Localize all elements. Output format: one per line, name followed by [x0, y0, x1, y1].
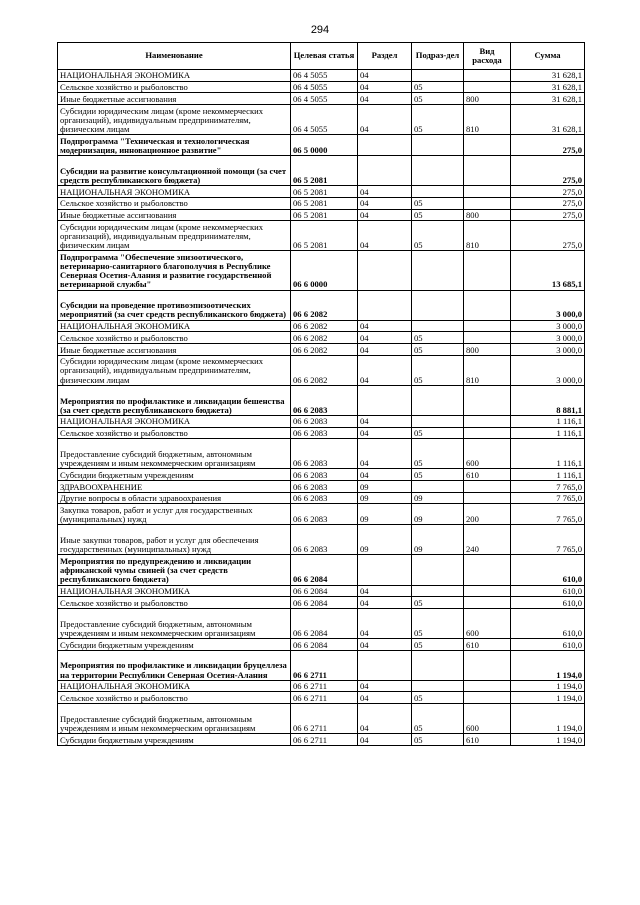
table-row [58, 692, 585, 704]
table-row [58, 70, 585, 82]
cell-section [358, 385, 412, 415]
table-row [58, 197, 585, 209]
cell-expense-type: 800 [464, 344, 511, 356]
table-row [58, 504, 585, 525]
cell-amount: 3 000,0 [511, 355, 585, 385]
cell-section: 04 [358, 608, 412, 638]
cell-section: 04 [358, 585, 412, 597]
cell-amount: 7 765,0 [511, 525, 585, 555]
table-row [58, 156, 585, 186]
cell-name: НАЦИОНАЛЬНАЯ ЭКОНОМИКА [58, 70, 291, 82]
table-row [58, 639, 585, 651]
cell-amount: 31 628,1 [511, 81, 585, 93]
cell-expense-type [464, 555, 511, 585]
cell-section: 04 [358, 680, 412, 692]
table-row [58, 290, 585, 320]
cell-section: 09 [358, 481, 412, 493]
cell-subsection: 09 [412, 525, 464, 555]
cell-amount: 275,0 [511, 186, 585, 198]
cell-section: 04 [358, 209, 412, 221]
table-row [58, 597, 585, 609]
cell-subsection [412, 650, 464, 680]
cell-section: 09 [358, 492, 412, 504]
table-row [58, 427, 585, 439]
table-row [58, 332, 585, 344]
cell-subsection: 05 [412, 355, 464, 385]
cell-name: Сельское хозяйство и рыболовство [58, 597, 291, 609]
cell-name: Субсидии бюджетным учреждениям [58, 734, 291, 746]
cell-target: 06 5 2081 [291, 197, 358, 209]
cell-amount: 1 194,0 [511, 680, 585, 692]
cell-target: 06 6 2082 [291, 320, 358, 332]
cell-name: Иные бюджетные ассигнования [58, 344, 291, 356]
cell-expense-type [464, 427, 511, 439]
cell-target: 06 6 2084 [291, 639, 358, 651]
cell-section: 04 [358, 70, 412, 82]
cell-name: НАЦИОНАЛЬНАЯ ЭКОНОМИКА [58, 186, 291, 198]
cell-expense-type [464, 135, 511, 156]
cell-expense-type [464, 492, 511, 504]
header-amount: Сумма [511, 43, 585, 70]
cell-name: Иные бюджетные ассигнования [58, 209, 291, 221]
cell-section [358, 135, 412, 156]
cell-subsection [412, 555, 464, 585]
cell-section: 04 [358, 93, 412, 105]
cell-expense-type [464, 680, 511, 692]
cell-section: 04 [358, 221, 412, 251]
table-row [58, 385, 585, 415]
cell-section: 04 [358, 469, 412, 481]
cell-target: 06 6 2083 [291, 385, 358, 415]
cell-amount: 31 628,1 [511, 70, 585, 82]
cell-expense-type: 800 [464, 209, 511, 221]
header-target: Целевая статья [291, 43, 358, 70]
cell-target: 06 6 2082 [291, 344, 358, 356]
cell-subsection: 05 [412, 469, 464, 481]
cell-amount: 275,0 [511, 197, 585, 209]
table-row [58, 344, 585, 356]
cell-target: 06 6 2711 [291, 650, 358, 680]
cell-expense-type: 600 [464, 439, 511, 469]
cell-target: 06 6 2711 [291, 692, 358, 704]
table-row [58, 105, 585, 135]
cell-subsection: 05 [412, 197, 464, 209]
table-row [58, 734, 585, 746]
table-row [58, 81, 585, 93]
cell-name: Сельское хозяйство и рыболовство [58, 692, 291, 704]
cell-name: Предоставление субсидий бюджетным, автономным учреждениям и иным некоммерческим организациям [58, 608, 291, 638]
header-expense-type: Вид расхода [464, 43, 511, 70]
cell-amount: 610,0 [511, 555, 585, 585]
cell-subsection: 05 [412, 221, 464, 251]
cell-amount: 275,0 [511, 209, 585, 221]
budget-table [57, 42, 585, 746]
table-row [58, 585, 585, 597]
cell-subsection: 05 [412, 704, 464, 734]
cell-expense-type: 600 [464, 608, 511, 638]
cell-expense-type: 610 [464, 639, 511, 651]
cell-section [358, 251, 412, 290]
cell-expense-type [464, 585, 511, 597]
cell-expense-type: 810 [464, 221, 511, 251]
cell-subsection: 05 [412, 209, 464, 221]
cell-amount: 610,0 [511, 608, 585, 638]
cell-expense-type [464, 320, 511, 332]
header-subsection: Подраз-дел [412, 43, 464, 70]
cell-expense-type [464, 385, 511, 415]
cell-subsection [412, 320, 464, 332]
cell-section [358, 156, 412, 186]
cell-subsection: 05 [412, 692, 464, 704]
cell-name: Субсидии юридическим лицам (кроме некоммерческих организаций), индивидуальным предпринимателям, физическим лицам [58, 355, 291, 385]
table-row [58, 481, 585, 493]
cell-section: 04 [358, 105, 412, 135]
cell-section: 04 [358, 344, 412, 356]
cell-target: 06 6 2082 [291, 332, 358, 344]
cell-expense-type: 810 [464, 105, 511, 135]
cell-target: 06 6 2711 [291, 680, 358, 692]
cell-expense-type [464, 650, 511, 680]
cell-target: 06 6 2083 [291, 525, 358, 555]
cell-target: 06 5 2081 [291, 221, 358, 251]
cell-amount: 1 194,0 [511, 692, 585, 704]
cell-target: 06 6 2084 [291, 597, 358, 609]
cell-subsection [412, 415, 464, 427]
cell-section: 04 [358, 427, 412, 439]
cell-name: Сельское хозяйство и рыболовство [58, 197, 291, 209]
cell-subsection [412, 385, 464, 415]
table-header-row [58, 43, 585, 70]
cell-section: 04 [358, 81, 412, 93]
cell-subsection: 05 [412, 332, 464, 344]
cell-target: 06 5 2081 [291, 156, 358, 186]
cell-section: 04 [358, 320, 412, 332]
cell-expense-type [464, 332, 511, 344]
cell-target: 06 6 2083 [291, 492, 358, 504]
cell-target: 06 6 2083 [291, 415, 358, 427]
cell-name: Мероприятия по предупреждению и ликвидации африканской чумы свиней (за счет средств республиканского бюджета) [58, 555, 291, 585]
cell-subsection: 05 [412, 597, 464, 609]
cell-target: 06 6 2083 [291, 439, 358, 469]
cell-expense-type [464, 70, 511, 82]
cell-expense-type: 240 [464, 525, 511, 555]
cell-expense-type [464, 481, 511, 493]
cell-amount: 7 765,0 [511, 504, 585, 525]
cell-section: 09 [358, 504, 412, 525]
cell-subsection: 09 [412, 504, 464, 525]
cell-name: Субсидии бюджетным учреждениям [58, 469, 291, 481]
cell-section: 04 [358, 639, 412, 651]
cell-amount: 1 194,0 [511, 704, 585, 734]
cell-expense-type [464, 290, 511, 320]
cell-amount: 8 881,1 [511, 385, 585, 415]
cell-expense-type: 610 [464, 469, 511, 481]
cell-subsection [412, 290, 464, 320]
table-row [58, 209, 585, 221]
cell-name: Предоставление субсидий бюджетным, автономным учреждениям и иным некоммерческим организациям [58, 704, 291, 734]
cell-target: 06 6 2082 [291, 355, 358, 385]
cell-section: 04 [358, 734, 412, 746]
cell-target: 06 4 5055 [291, 93, 358, 105]
cell-subsection: 09 [412, 492, 464, 504]
cell-subsection: 05 [412, 81, 464, 93]
cell-name: Мероприятия по профилактике и ликвидации бруцеллеза на территории Республики Северная Осетия-Алания [58, 650, 291, 680]
cell-expense-type [464, 415, 511, 427]
cell-name: НАЦИОНАЛЬНАЯ ЭКОНОМИКА [58, 320, 291, 332]
table-row [58, 186, 585, 198]
cell-expense-type [464, 186, 511, 198]
cell-name: Субсидии на проведение противоэпизоотических мероприятий (за счет средств республиканского бюджета) [58, 290, 291, 320]
cell-target: 06 6 2083 [291, 481, 358, 493]
table-row [58, 469, 585, 481]
cell-subsection [412, 70, 464, 82]
header-section: Раздел [358, 43, 412, 70]
cell-amount: 3 000,0 [511, 290, 585, 320]
cell-name: НАЦИОНАЛЬНАЯ ЭКОНОМИКА [58, 415, 291, 427]
cell-amount: 610,0 [511, 639, 585, 651]
header-name: Наименование [58, 43, 291, 70]
cell-expense-type [464, 81, 511, 93]
cell-subsection: 05 [412, 93, 464, 105]
page-number: 294 [310, 24, 330, 36]
cell-name: Другие вопросы в области здравоохранения [58, 492, 291, 504]
cell-amount: 7 765,0 [511, 492, 585, 504]
cell-target: 06 5 0000 [291, 135, 358, 156]
cell-amount: 31 628,1 [511, 105, 585, 135]
cell-amount: 275,0 [511, 221, 585, 251]
cell-target: 06 6 2083 [291, 504, 358, 525]
cell-subsection [412, 135, 464, 156]
cell-amount: 1 116,1 [511, 439, 585, 469]
cell-name: Сельское хозяйство и рыболовство [58, 427, 291, 439]
cell-amount: 275,0 [511, 156, 585, 186]
cell-target: 06 6 0000 [291, 251, 358, 290]
cell-amount: 13 685,1 [511, 251, 585, 290]
table-row [58, 608, 585, 638]
table-row [58, 492, 585, 504]
cell-name: НАЦИОНАЛЬНАЯ ЭКОНОМИКА [58, 680, 291, 692]
cell-section: 09 [358, 525, 412, 555]
cell-subsection: 05 [412, 344, 464, 356]
table-row [58, 704, 585, 734]
cell-name: НАЦИОНАЛЬНАЯ ЭКОНОМИКА [58, 585, 291, 597]
table-row [58, 525, 585, 555]
cell-amount: 1 194,0 [511, 734, 585, 746]
cell-amount: 1 116,1 [511, 427, 585, 439]
table-row [58, 93, 585, 105]
cell-expense-type [464, 692, 511, 704]
table-body [58, 70, 585, 746]
cell-amount: 3 000,0 [511, 320, 585, 332]
cell-name: Подпрограмма "Обеспечение эпизоотического, ветеринарно-санитарного благополучия в Республике Северная Осетия-Алания и развитие государственной ветеринарной службы" [58, 251, 291, 290]
cell-subsection [412, 481, 464, 493]
table-row [58, 320, 585, 332]
table-row [58, 355, 585, 385]
cell-amount: 1 116,1 [511, 415, 585, 427]
table-row [58, 680, 585, 692]
cell-amount: 610,0 [511, 597, 585, 609]
cell-subsection [412, 251, 464, 290]
cell-subsection: 05 [412, 608, 464, 638]
cell-amount: 610,0 [511, 585, 585, 597]
cell-amount: 3 000,0 [511, 344, 585, 356]
cell-subsection: 05 [412, 439, 464, 469]
cell-name: Подпрограмма "Техническая и технологическая модернизация, инновационное развитие" [58, 135, 291, 156]
cell-target: 06 6 2084 [291, 555, 358, 585]
cell-name: Мероприятия по профилактике и ликвидации бешенства (за счет средств республиканского бюджета) [58, 385, 291, 415]
cell-target: 06 4 5055 [291, 105, 358, 135]
cell-subsection: 05 [412, 105, 464, 135]
cell-expense-type [464, 156, 511, 186]
cell-section: 04 [358, 704, 412, 734]
cell-amount: 31 628,1 [511, 93, 585, 105]
cell-amount: 7 765,0 [511, 481, 585, 493]
cell-subsection [412, 585, 464, 597]
cell-target: 06 4 5055 [291, 81, 358, 93]
table-row [58, 650, 585, 680]
cell-subsection [412, 186, 464, 198]
cell-amount: 3 000,0 [511, 332, 585, 344]
cell-name: Субсидии бюджетным учреждениям [58, 639, 291, 651]
table-row [58, 555, 585, 585]
cell-section: 04 [358, 332, 412, 344]
cell-expense-type: 610 [464, 734, 511, 746]
cell-name: Субсидии юридическим лицам (кроме некоммерческих организаций), индивидуальным предпринимателям, физическим лицам [58, 221, 291, 251]
cell-name: Закупка товаров, работ и услуг для государственных (муниципальных) нужд [58, 504, 291, 525]
cell-expense-type [464, 197, 511, 209]
cell-name: Субсидии на развитие консультационной помощи (за счет средств республиканского бюджета) [58, 156, 291, 186]
cell-expense-type [464, 251, 511, 290]
cell-target: 06 6 2711 [291, 734, 358, 746]
cell-name: Предоставление субсидий бюджетным, автономным учреждениям и иным некоммерческим организациям [58, 439, 291, 469]
cell-section: 04 [358, 197, 412, 209]
cell-target: 06 6 2711 [291, 704, 358, 734]
cell-section: 04 [358, 186, 412, 198]
cell-expense-type: 810 [464, 355, 511, 385]
cell-target: 06 6 2084 [291, 585, 358, 597]
cell-subsection [412, 680, 464, 692]
cell-target: 06 6 2083 [291, 469, 358, 481]
cell-name: Субсидии юридическим лицам (кроме некоммерческих организаций), индивидуальным предпринимателям, физическим лицам [58, 105, 291, 135]
cell-amount: 275,0 [511, 135, 585, 156]
cell-name: Сельское хозяйство и рыболовство [58, 332, 291, 344]
cell-expense-type: 200 [464, 504, 511, 525]
cell-subsection: 05 [412, 427, 464, 439]
cell-target: 06 4 5055 [291, 70, 358, 82]
table-row [58, 439, 585, 469]
cell-name: Иные закупки товаров, работ и услуг для обеспечения государственных (муниципальных) нужд [58, 525, 291, 555]
cell-target: 06 6 2082 [291, 290, 358, 320]
cell-name: Иные бюджетные ассигнования [58, 93, 291, 105]
cell-section [358, 290, 412, 320]
cell-target: 06 6 2083 [291, 427, 358, 439]
cell-section: 04 [358, 597, 412, 609]
cell-amount: 1 194,0 [511, 650, 585, 680]
cell-section [358, 555, 412, 585]
cell-subsection: 05 [412, 734, 464, 746]
cell-name: ЗДРАВООХРАНЕНИЕ [58, 481, 291, 493]
cell-subsection: 05 [412, 639, 464, 651]
cell-target: 06 5 2081 [291, 209, 358, 221]
table-row [58, 221, 585, 251]
cell-section [358, 650, 412, 680]
cell-section: 04 [358, 355, 412, 385]
cell-amount: 1 116,1 [511, 469, 585, 481]
table-row [58, 251, 585, 290]
cell-name: Сельское хозяйство и рыболовство [58, 81, 291, 93]
cell-target: 06 6 2084 [291, 608, 358, 638]
cell-section: 04 [358, 415, 412, 427]
cell-expense-type [464, 597, 511, 609]
cell-section: 04 [358, 692, 412, 704]
cell-target: 06 5 2081 [291, 186, 358, 198]
cell-section: 04 [358, 439, 412, 469]
table-row [58, 415, 585, 427]
cell-subsection [412, 156, 464, 186]
cell-expense-type: 600 [464, 704, 511, 734]
table-row [58, 135, 585, 156]
cell-expense-type: 800 [464, 93, 511, 105]
